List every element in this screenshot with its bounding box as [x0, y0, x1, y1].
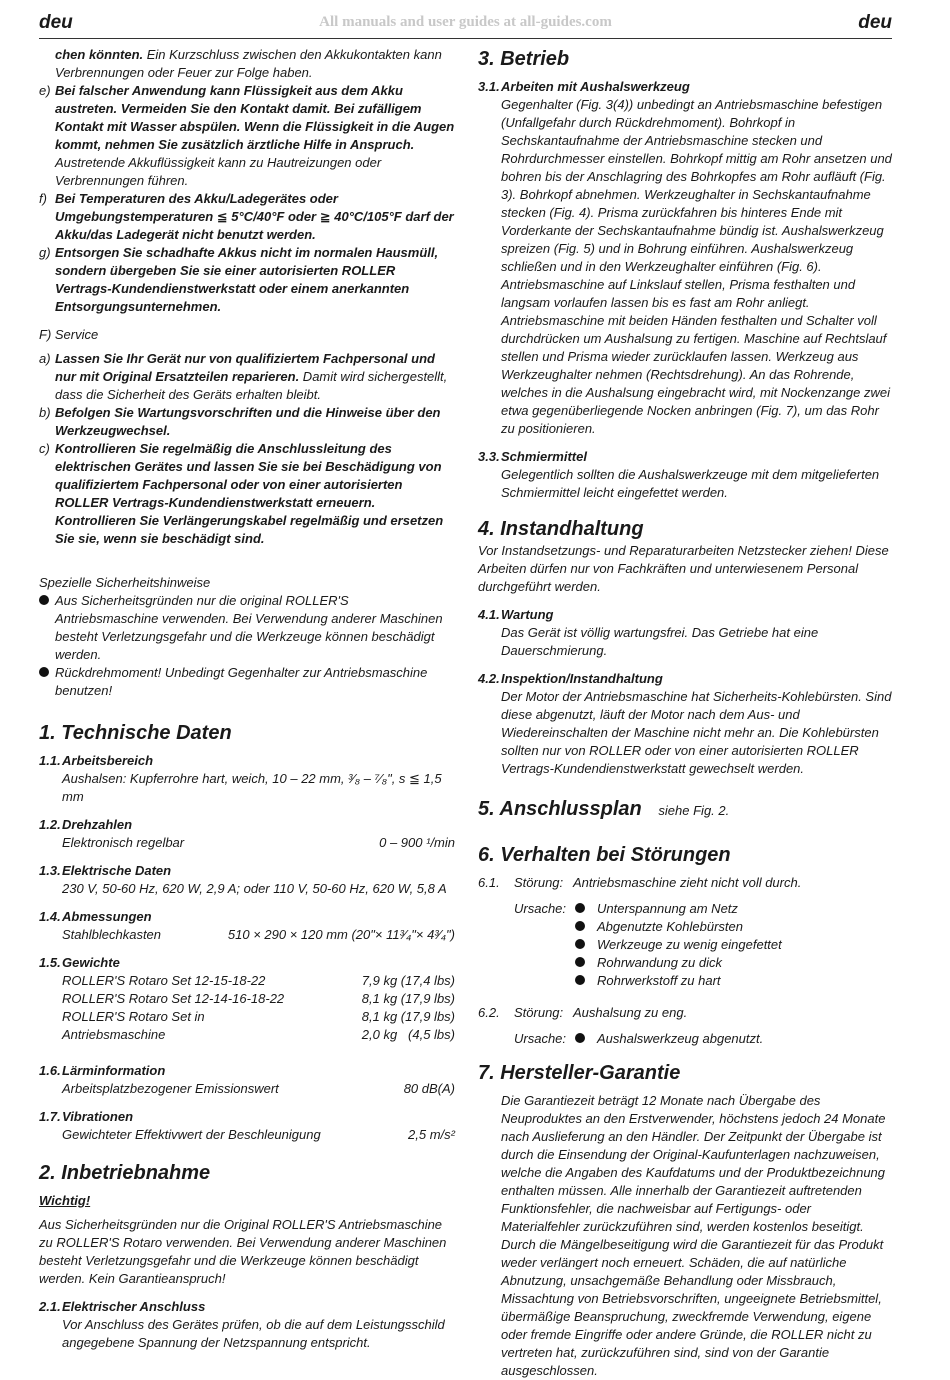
cause-row: Ursache: Unterspannung am Netz Abgenutzte Kohlebürsten Werkzeuge zu wenig eingefettet Rohrwandung zu dick Rohrwerkstoff zu hart [478, 900, 801, 990]
fault-row: 6.1. Störung: Antriebsmaschine zieht nicht voll durch. [478, 875, 802, 890]
safety-item-e: e) Bei falscher Anwendung kann Flüssigkeit aus dem Akku austreten. Vermeiden Sie den Kontakt damit. Bei zufälligem Kontakt mit Wasser abspülen. Wenn die Flüssigkeit in die Augen kommt, nehmen Sie zusätzlich ärztliche Hilfe in Anspruch. Austretende Akkuflüssigkeit kann zu Hautreizungen oder Verbrennungen führen. [39, 83, 455, 188]
section-heading-troubleshooting: 6. Verhalten bei Störungen [478, 844, 731, 866]
section-heading-maintenance: 4. Instandhaltung [478, 518, 644, 540]
service-item-a: a) Lassen Sie Ihr Gerät nur von qualifiziertem Fachpersonal und nur mit Original Ersatzteilen reparieren. Damit wird sichergestellt, dass die Sicherheit des Geräts erhalten bleibt. [39, 351, 448, 402]
language-label-right: deu [858, 12, 892, 33]
bullet-icon [575, 903, 585, 913]
safety-item-f: f) Bei Temperaturen des Akku/Ladegerätes oder Umgebungstemperaturen ≦ 5°C/40°F oder ≧ 40°C/105°F darf der Akku/das Ladegerät nicht benutzt werden. [39, 191, 454, 242]
page-header [39, 10, 892, 39]
special-safety-heading: Spezielle Sicherheitshinweise [39, 575, 211, 590]
cause-row: Ursache: Aushalswerkzeug abgenutzt. [478, 1030, 801, 1048]
cause-item: Rohrwandung zu dick [573, 954, 801, 972]
subsection-heading: 2.1.Elektrischer Anschluss [39, 1299, 206, 1314]
maintenance-intro: Vor Instandsetzungs- und Reparaturarbeiten Netzstecker ziehen! Diese Arbeiten dürfen nur von Fachkräften und unterwiesenem Personal durchgeführt werden. [478, 543, 889, 594]
inspection-text: Der Motor der Antriebsmaschine hat Sicherheits-Kohlebürsten. Sind diese abgenutzt, läuft der Motor nach dem Aus- und Wiedereinschalten der Maschine nicht mehr an. Die Kohlebürsten sollten nur von ROLLER oder von einer autorisierten ROLLER Vertrags-Kundendienstwerkstatt gewechselt werden. [501, 689, 892, 776]
subsection-heading: 1.3.Elektrische Daten [39, 863, 172, 878]
electrical-connection-text: Vor Anschluss des Gerätes prüfen, ob die auf dem Leistungsschild angegebene Spannung der Netzspannung entspricht. [62, 1317, 445, 1350]
section-heading-operation: 3. Betrieb [478, 48, 570, 70]
fault-table [478, 874, 801, 1048]
service-item-b: b) Befolgen Sie Wartungsvorschriften und die Hinweise über den Werkzeugwechsel. [39, 405, 441, 438]
subsection-heading: 1.7.Vibrationen [39, 1109, 134, 1124]
wiring-diagram-reference: siehe Fig. 2. [658, 803, 730, 818]
cause-item: Abgenutzte Kohlebürsten [573, 918, 801, 936]
bullet-icon [575, 975, 585, 985]
bullet-icon [575, 1033, 585, 1043]
lubricant-text: Gelegentlich sollten die Aushalswerkzeuge mit dem mitgelieferten Schmiermittel leicht eingefettet werden. [501, 467, 880, 500]
cause-item: Unterspannung am Netz [573, 900, 801, 918]
operation-text: Gegenhalter (Fig. 3(4)) unbedingt an Antriebsmaschine befestigen (Unfallgefahr durch Rückdrehmoment). Bohrkopf in Sechskantaufnahme der Antriebsmaschine stecken und Rohrdurchmesser einstellen. Bohrkopf mittig am Rohr ansetzen und bohren bis der Anschlagring des Bohrkopfes am Rohr aufläuft (Fig. 3). Bohrkopf abnehmen. Werkzeughalter in Sechskantaufnahme stecken (Fig. 4). Prisma zurückfahren bis hinteres Ende mit Vorderkante der Sechskantaufnahme bündig ist. Aushalswerkzeug spreizen (Fig. 5) und in Bohrung einführen. Aushalswerkzeug schließen und in den Werkzeughalter einführen (Fig. 6). Antriebsmaschine auf Linkslauf stellen, Prisma festhalten und langsam vorlaufen lassen bis es fast am Rohr anliegt. Antriebsmaschine mit beiden Händen festhalten und Schalter voll durchdrücken um Aushalsung zu fertigen. Maschine auf Rechtslauf stellen und Prisma wieder zurücklaufen lassen. Werkzeug aus Werkzeughalter nehmen (Rechtsdrehung). An das Rohrende, welches in die Aushalsung eingebracht wird, mit Nockenzange zwei etwa gegenüberliegende Nocken anbringen (Fig. 7), um das Rohr zu positionieren. [501, 97, 892, 436]
bullet-icon [575, 921, 585, 931]
bullet-icon [575, 939, 585, 949]
subsection-heading: 3.3.Schmiermittel [478, 449, 587, 464]
weight-row: Antriebsmaschine 2,0 kg (4,5 lbs) [62, 1027, 455, 1042]
left-column [39, 46, 455, 1352]
commissioning-text: Aus Sicherheitsgründen nur die Original ROLLER'S Antriebsmaschine zu ROLLER'S Rotaro verwenden. Bei Verwendung anderer Maschinen besteht Verletzungsgefahr und die Werkzeuge können beschädigt werden. Kein Garantieanspruch! [39, 1217, 447, 1286]
warranty-text: Die Garantiezeit beträgt 12 Monate nach Übergabe des Neuproduktes an den Erstverwender, höchstens jedoch 24 Monate nach Auslieferung an den Händler. Der Zeitpunkt der Übergabe ist durch die Einsendung der Original-Kaufunterlagen nachzuweisen, welche die Angaben des Kaufdatums und der Produktbezeichnung enthalten müssen. Alle innerhalb der Garantiezeit auftretenden Funktionsfehler, die nachweisbar auf Fertigungs- oder Materialfehler zurückzuführen sind, werden kostenlos beseitigt. Durch die Mängelbeseitigung wird die Garantiezeit für das Produkt weder verlängert noch erneuert. Schäden, die auf natürliche Abnutzung, unsachgemäße Behandlung oder Missbrauch, Missachtung von Betriebsvorschriften, ungeeignete Betriebsmittel, übermäßige Beanspruchung, zweckfremde Verwendung, eigene oder fremde Eingriffe oder andere Gründe, die ROLLER nicht zu vertreten hat, zurückzuführen sind, sind von der Garantie ausgeschlossen. [501, 1093, 886, 1378]
service-item-c: c) Kontrollieren Sie regelmäßig die Anschlussleitung des elektrischen Gerätes und lassen Sie sie bei Beschädigung von qualifiziertem Fachpersonal oder von einer autorisierten ROLLER Vertrags-Kundendienstwerkstatt erneuern. Kontrollieren Sie Verlängerungskabel regelmäßig und ersetzen Sie sie, wenn sie beschädigt sind. [39, 441, 444, 546]
special-safety-item: Aus Sicherheitsgründen nur die original ROLLER'S Antriebsmaschine verwenden. Bei Verwendung anderer Maschinen besteht Verletzungsgefahr und die Werkzeuge können beschädigt werden. [39, 592, 455, 664]
cause-item: Werkzeuge zu wenig eingefettet [573, 936, 801, 954]
weight-row: ROLLER'S Rotaro Set 12-14-16-18-22 8,1 kg (17,9 lbs) [62, 991, 455, 1006]
language-label-left: deu [39, 12, 73, 33]
dimensions-row: Stahlblechkasten 510 × 290 × 120 mm (20"× 11³⁄₄"× 4³⁄₄") [62, 927, 455, 942]
subsection-heading: 3.1.Arbeiten mit Aushalswerkzeug [478, 79, 690, 94]
section-heading-wiring-diagram: 5. Anschlussplan siehe Fig. 2. [478, 798, 730, 820]
working-range-text: Aushalsen: Kupferrohre hart, weich, 10 – 22 mm, ³⁄₈ – ⁷⁄₈", s ≦ 1,5 mm [62, 771, 442, 804]
watermark: All manuals and user guides at all-guides.com [319, 14, 612, 30]
service-heading: F) Service [39, 327, 99, 342]
servicing-text: Das Gerät ist völlig wartungsfrei. Das Getriebe hat eine Dauerschmierung. [501, 625, 819, 658]
fault-row: 6.2. Störung: Aushalsung zu eng. [478, 1005, 688, 1020]
section-heading-commissioning: 2. Inbetriebnahme [39, 1162, 211, 1184]
cause-item: Rohrwerkstoff zu hart [573, 972, 801, 990]
subsection-heading: 1.5.Gewichte [39, 955, 120, 970]
special-safety-item: Rückdrehmoment! Unbedingt Gegenhalter zur Antriebsmaschine benutzen! [39, 664, 455, 700]
subsection-heading: 1.1.Arbeitsbereich [39, 753, 154, 768]
subsection-heading: 1.4.Abmessungen [39, 909, 152, 924]
noise-row: Arbeitsplatzbezogener Emissionswert 80 dB(A) [62, 1081, 455, 1096]
electrical-data-text: 230 V, 50-60 Hz, 620 W, 2,9 A; oder 110 V, 50-60 Hz, 620 W, 5,8 A [62, 881, 447, 896]
weight-row: ROLLER'S Rotaro Set 12-15-18-22 7,9 kg (17,4 lbs) [62, 973, 455, 988]
right-column [478, 46, 892, 1380]
intro-paragraph: chen könnten. Ein Kurzschluss zwischen den Akkukontakten kann Verbrennungen oder Feuer zur Folge haben. [55, 47, 442, 80]
weight-row: ROLLER'S Rotaro Set in 8,1 kg (17,9 lbs) [62, 1009, 455, 1024]
cause-item: Aushalswerkzeug abgenutzt. [573, 1030, 801, 1048]
safety-item-g: g) Entsorgen Sie schadhafte Akkus nicht im normalen Hausmüll, sondern übergeben Sie sie einer autorisierten ROLLER Vertrags-Kundendienstwerkstatt oder einem anerkannten Entsorgungsunternehmen. [39, 245, 439, 314]
bullet-icon [39, 667, 49, 677]
important-label: Wichtig! [39, 1193, 91, 1208]
bullet-icon [39, 595, 49, 605]
vibration-row: Gewichteter Effektivwert der Beschleunigung 2,5 m/s² [62, 1127, 455, 1142]
subsection-heading: 4.1.Wartung [478, 607, 554, 622]
subsection-heading: 1.2.Drehzahlen [39, 817, 133, 832]
subsection-heading: 4.2.Inspektion/Instandhaltung [478, 671, 663, 686]
speed-row: Elektronisch regelbar 0 – 900 ¹/min [62, 835, 455, 850]
section-heading-technical-data: 1. Technische Daten [39, 722, 232, 744]
section-heading-warranty: 7. Hersteller-Garantie [478, 1062, 681, 1084]
subsection-heading: 1.6.Lärminformation [39, 1063, 166, 1078]
bullet-icon [575, 957, 585, 967]
